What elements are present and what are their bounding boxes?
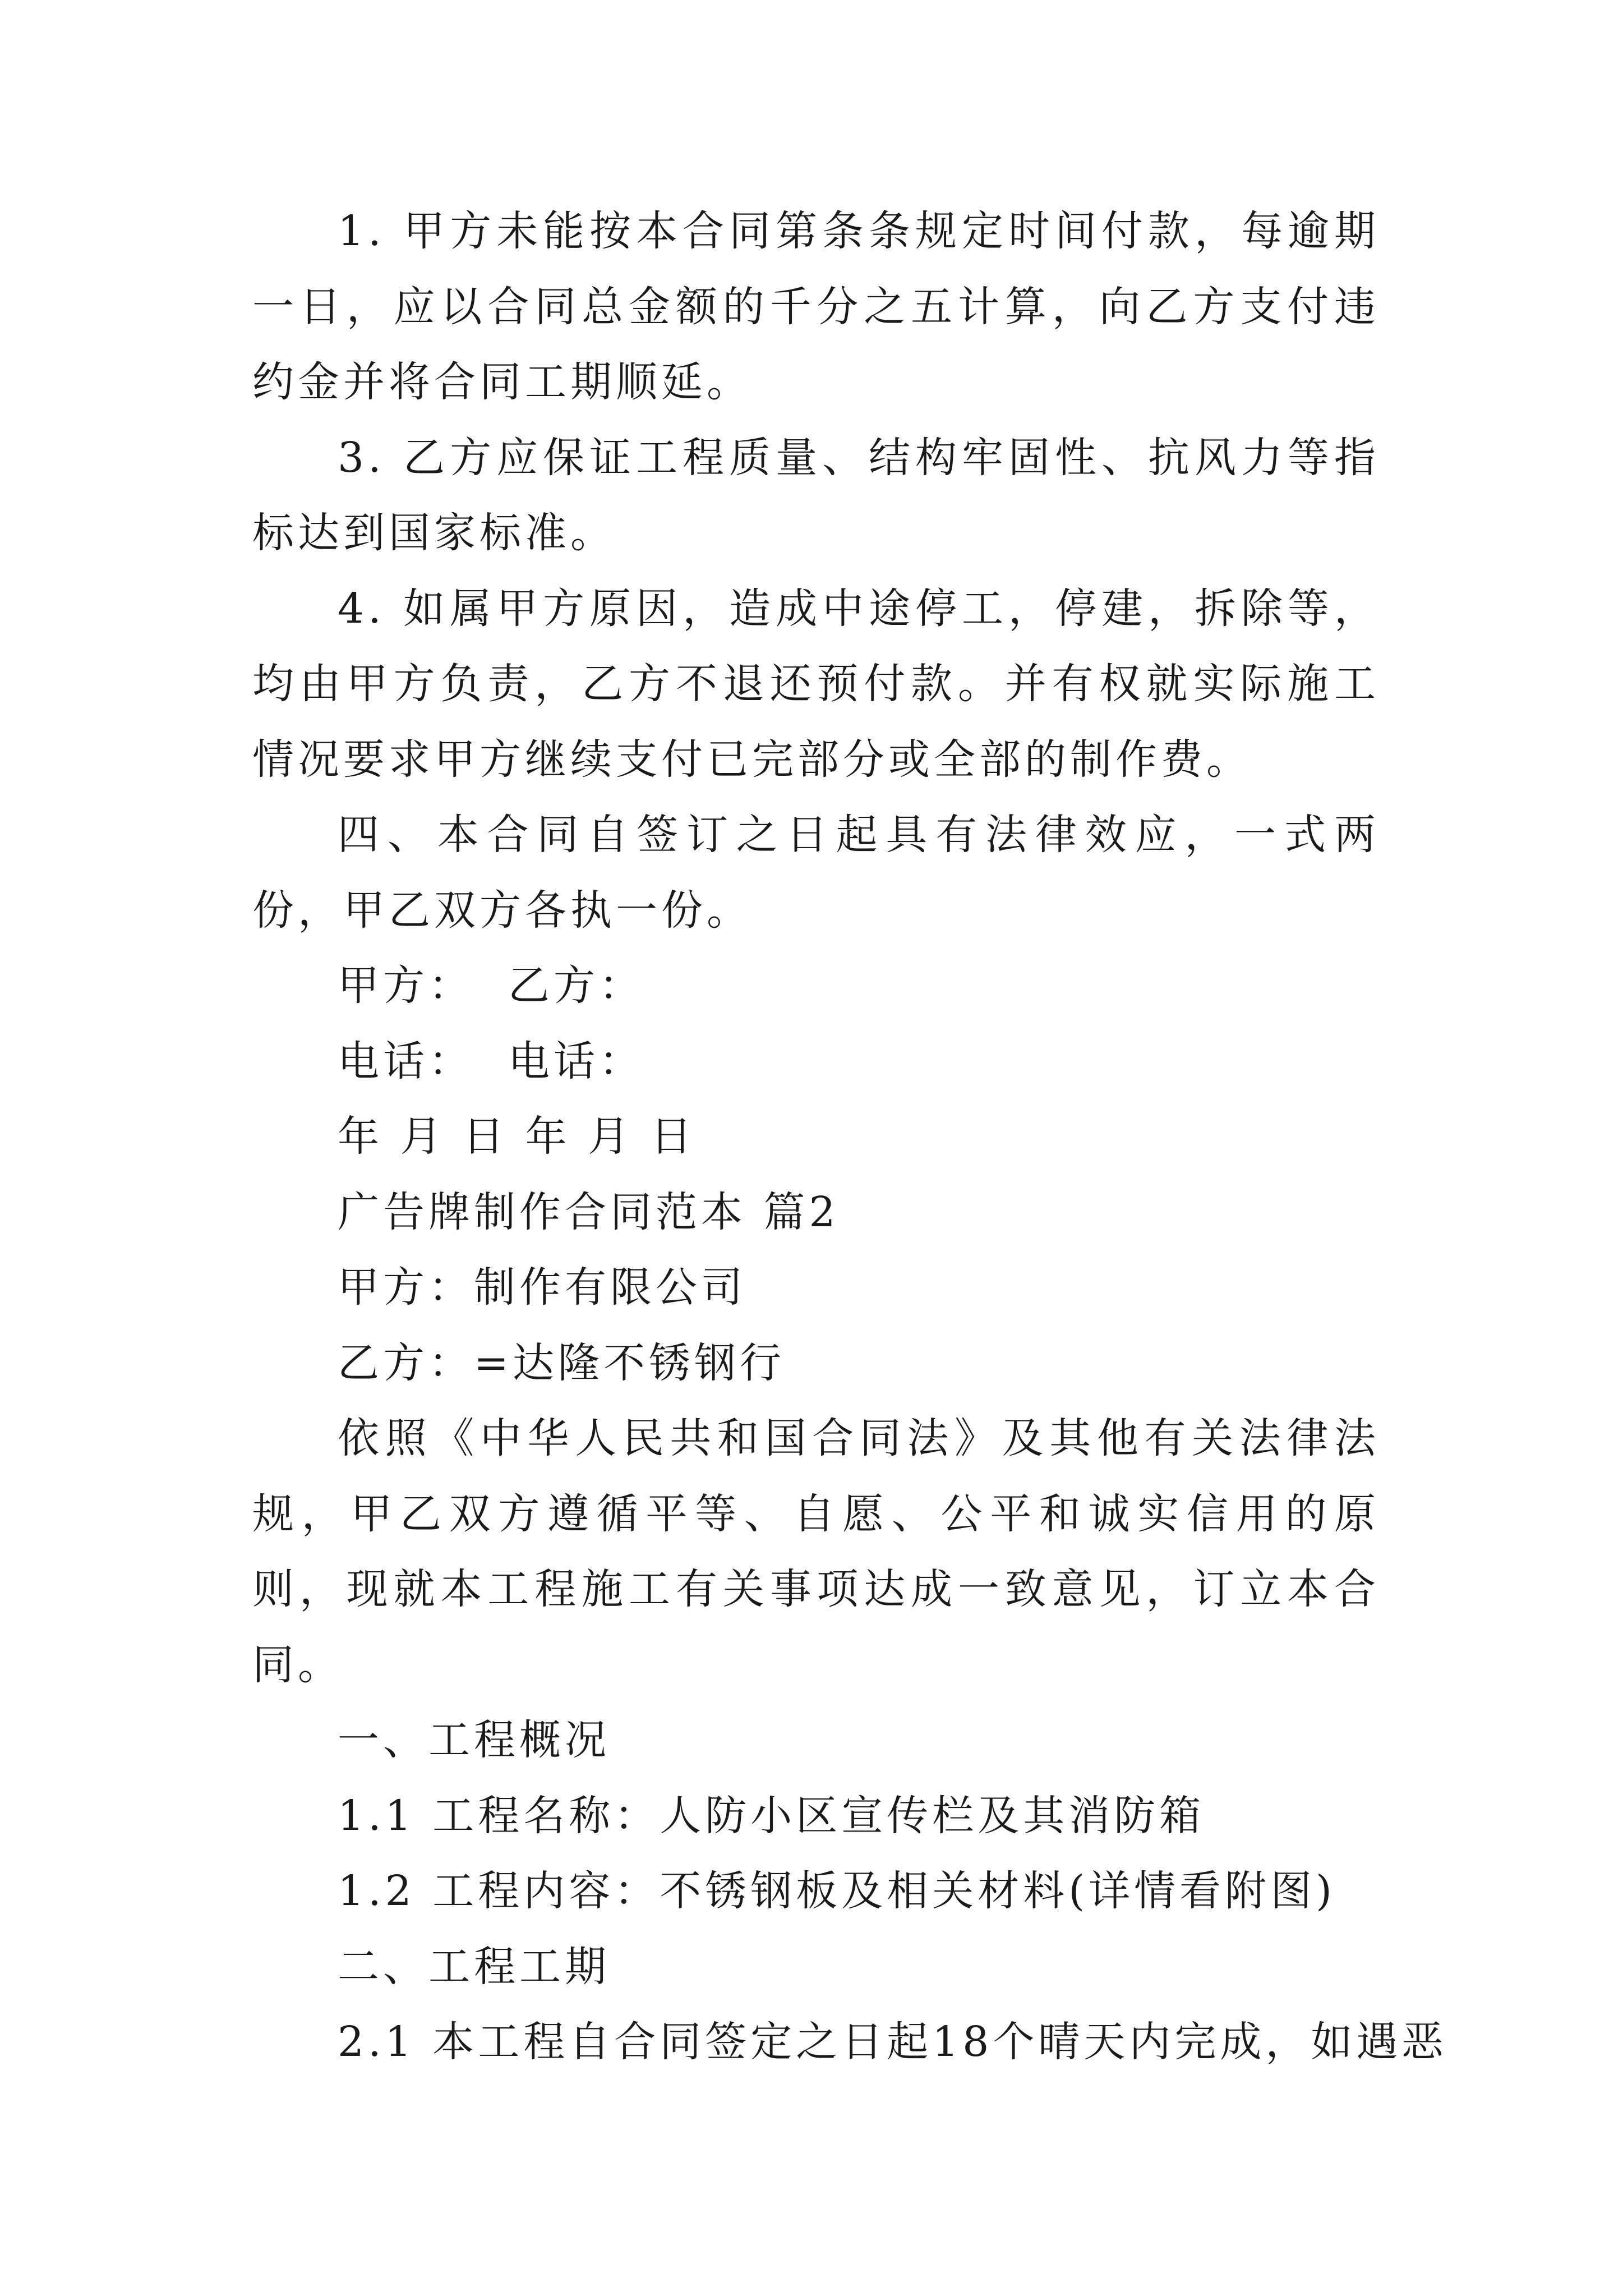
- party-b: 乙方：=达隆不锈钢行: [338, 1338, 786, 1387]
- signature-phones: 电话： 电话：: [338, 1037, 645, 1085]
- signature-parties: 甲方： 乙方：: [338, 961, 645, 1010]
- second-contract-title: 广告牌制作合同范本 篇2: [338, 1188, 840, 1236]
- document-body: [252, 194, 1447, 2080]
- signature-dates: 年 月 日 年 月 日: [338, 1112, 696, 1161]
- section-2-heading: 二、工程工期: [338, 1942, 610, 1991]
- party-a: 甲方：制作有限公司: [338, 1263, 746, 1312]
- section-1-heading: 一、工程概况: [338, 1716, 610, 1764]
- item-1-2: 1.2 工程内容：不锈钢板及相关材料(详情看附图): [338, 1867, 1336, 1915]
- contract-preamble: 依照《中华人民共和国合同法》及其他有关法律法规，甲乙双方遵循平等、自愿、公平和诚实信用的原则，现就本工程施工有关事项达成一致意见，订立本合同。: [252, 1414, 1380, 1689]
- clause-quality: 3. 乙方应保证工程质量、结构牢固性、抗风力等指标达到国家标准。: [252, 433, 1380, 557]
- clause-late-payment: 1. 甲方未能按本合同第条条规定时间付款，每逾期一日，应以合同总金额的千分之五计算，向乙方支付违约金并将合同工期顺延。: [252, 207, 1380, 406]
- item-1-1: 1.1 工程名称：人防小区宣传栏及其消防箱: [338, 1791, 1205, 1840]
- item-2-1: 2.1 本工程自合同签定之日起18个晴天内完成，如遇恶: [338, 2018, 1447, 2066]
- clause-work-stoppage: 4. 如属甲方原因，造成中途停工，停建，拆除等，均由甲方负责，乙方不退还预付款。并有权就实际施工情况要求甲方继续支付已完部分或全部的制作费。: [252, 584, 1380, 784]
- clause-effectiveness: 四、本合同自签订之日起具有法律效应，一式两份，甲乙双方各执一份。: [252, 811, 1380, 935]
